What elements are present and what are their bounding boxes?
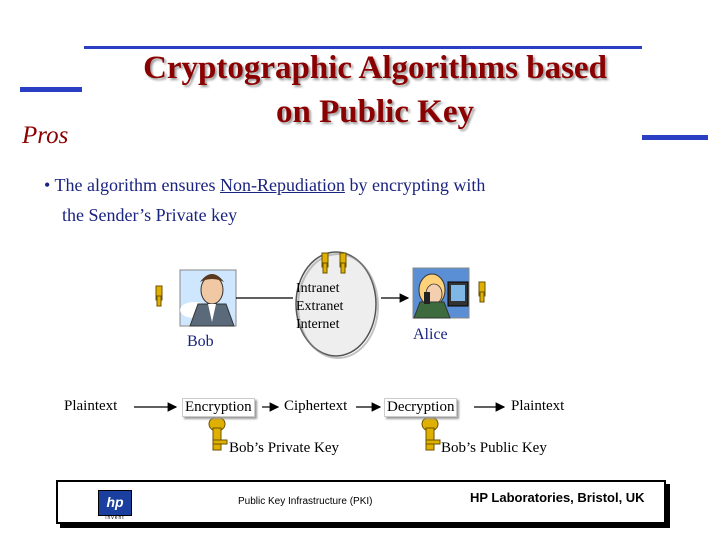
- cloud-label: [296, 280, 376, 334]
- flow-plaintext-in: Plaintext: [64, 398, 118, 414]
- private-key-label: Bob’s Private Key: [229, 440, 339, 456]
- person-bob-icon: [180, 270, 236, 326]
- flow-decryption: Decryption: [384, 398, 457, 417]
- flow-plaintext-out: Plaintext: [511, 398, 565, 414]
- slide-title-line2: on Public Key: [275, 94, 475, 130]
- hp-logo-subtext: invent: [105, 515, 125, 521]
- sender-name: Bob: [187, 333, 214, 350]
- bullet-text-before: The algorithm ensures: [54, 175, 220, 195]
- bullet-marker: •: [44, 175, 51, 195]
- flow-ciphertext: Ciphertext: [284, 398, 348, 414]
- hp-logo-icon: hp: [98, 490, 132, 516]
- cloud-line-extranet: Extranet: [296, 299, 344, 314]
- cloud-line-intranet: Intranet: [296, 281, 340, 296]
- footer-bar: [56, 480, 666, 524]
- receiver-name: Alice: [413, 326, 448, 343]
- cloud-line-internet: Internet: [296, 317, 340, 332]
- bullet-text-after: by encrypting with: [344, 175, 486, 195]
- footer-center-text: Public Key Infrastructure (PKI): [238, 496, 373, 507]
- bullet-line2: the Sender’s Private key: [62, 205, 238, 225]
- public-key-label: Bob’s Public Key: [441, 440, 547, 456]
- footer-right-text: HP Laboratories, Bristol, UK: [470, 490, 645, 505]
- section-label-pros: Pros: [22, 122, 69, 149]
- slide-title-line1: Cryptographic Algorithms based: [143, 50, 607, 86]
- flow-encryption: Encryption: [182, 398, 255, 417]
- person-alice-icon: [413, 268, 469, 318]
- non-repudiation-term: Non-Repudiation: [219, 175, 345, 195]
